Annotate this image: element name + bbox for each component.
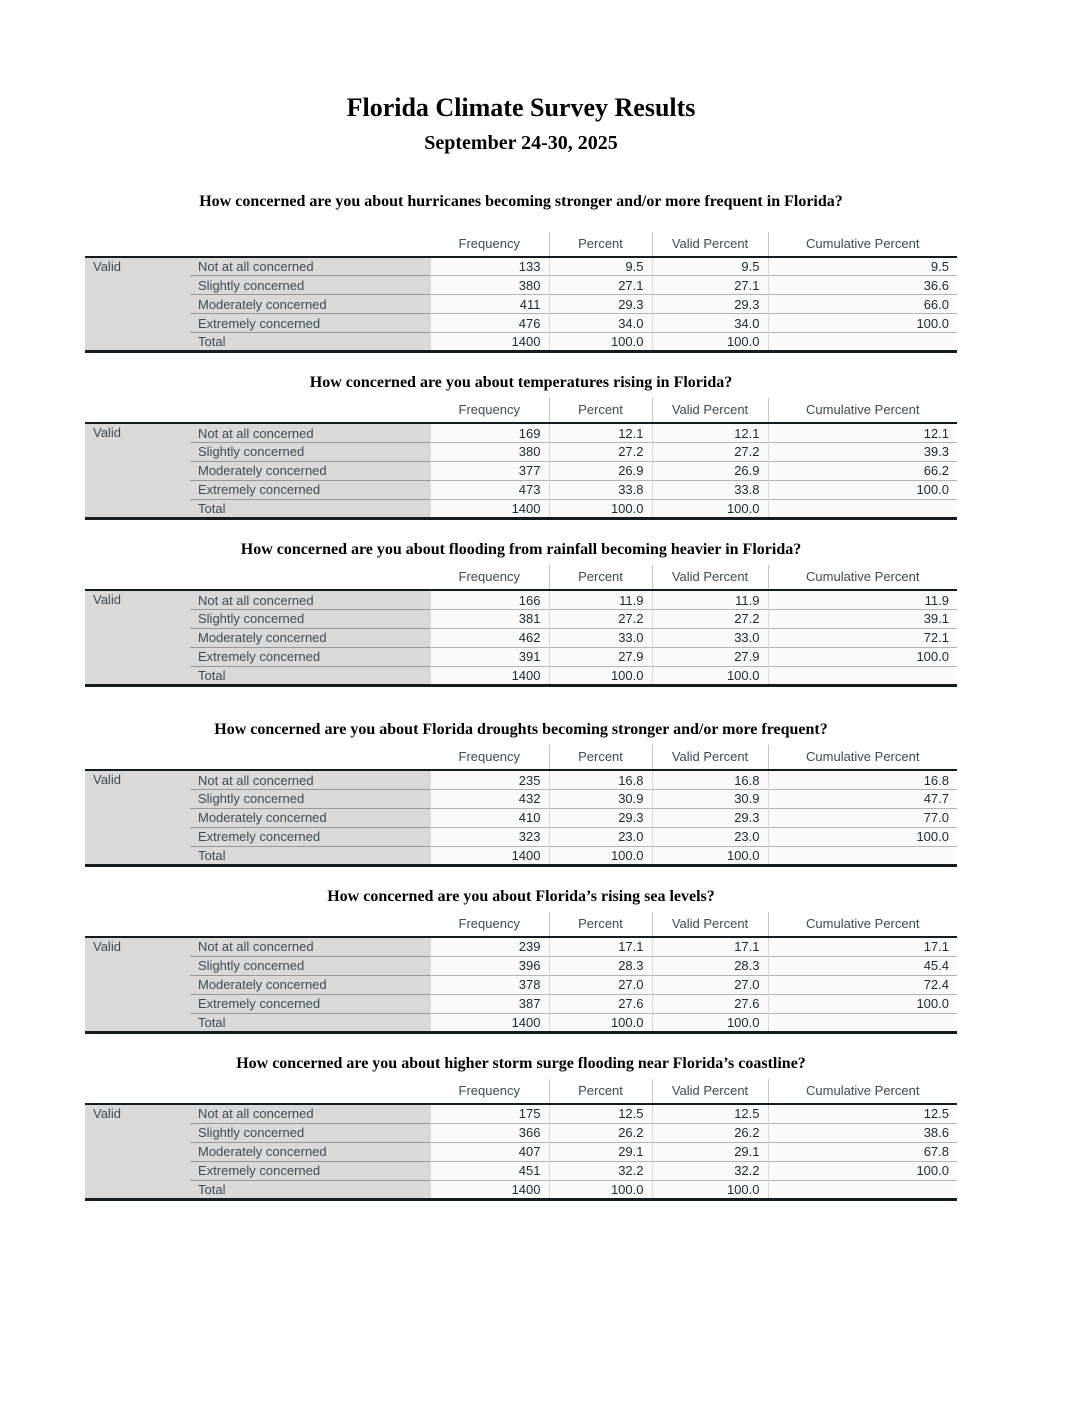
column-header: Frequency [430,565,549,590]
cumulative-percent-cell: 100.0 [768,314,957,333]
frequency-cell: 239 [430,937,549,956]
cumulative-percent-cell: 72.1 [768,628,957,647]
cumulative-percent-cell: 66.2 [768,461,957,480]
cumulative-percent-cell [768,1013,957,1032]
percent-cell: 29.1 [549,1142,652,1161]
cumulative-percent-cell: 100.0 [768,994,957,1013]
valid-percent-cell: 33.0 [652,628,768,647]
cumulative-percent-cell: 39.1 [768,609,957,628]
frequency-cell: 378 [430,975,549,994]
cumulative-percent-cell: 16.8 [768,770,957,789]
valid-percent-cell: 30.9 [652,789,768,808]
column-header: Percent [549,745,652,770]
percent-cell: 27.2 [549,442,652,461]
frequency-cell: 411 [430,295,549,314]
frequency-table [85,232,957,354]
column-header: Valid Percent [652,232,768,257]
percent-cell: 27.1 [549,276,652,295]
column-header: Cumulative Percent [768,398,957,423]
stub-corner-cell [85,912,430,937]
row-label-cell: Extremely concerned [190,1161,430,1180]
table-row [85,609,957,628]
percent-cell: 29.3 [549,808,652,827]
frequency-table [85,565,957,687]
column-header: Valid Percent [652,398,768,423]
valid-percent-cell: 9.5 [652,257,768,276]
row-label-cell: Total [190,1180,430,1199]
valid-percent-cell: 28.3 [652,956,768,975]
row-label-cell: Moderately concerned [190,808,430,827]
header-row [85,1079,957,1104]
valid-percent-cell: 26.2 [652,1123,768,1142]
table-row [85,442,957,461]
row-label-cell: Total [190,333,430,352]
table-row [85,480,957,499]
valid-percent-cell: 100.0 [652,333,768,352]
frequency-cell: 387 [430,994,549,1013]
row-label-cell: Slightly concerned [190,442,430,461]
row-label-cell: Moderately concerned [190,1142,430,1161]
table-row [85,499,957,518]
stub-corner-cell [85,1079,430,1104]
valid-percent-cell: 12.1 [652,423,768,442]
frequency-cell: 1400 [430,666,549,685]
table-row [85,827,957,846]
question-heading: How concerned are you about temperatures rising in Florida? [309,374,733,392]
percent-cell: 26.9 [549,461,652,480]
row-label-cell: Slightly concerned [190,1123,430,1142]
valid-percent-cell: 100.0 [652,846,768,865]
frequency-table [85,912,957,1034]
page-subtitle: September 24-30, 2025 [424,132,618,155]
cumulative-percent-cell: 36.6 [768,276,957,295]
table-row [85,937,957,956]
cumulative-percent-cell: 100.0 [768,1161,957,1180]
frequency-cell: 451 [430,1161,549,1180]
question-heading: How concerned are you about higher storm surge flooding near Florida’s coastline? [236,1054,806,1072]
percent-cell: 100.0 [549,846,652,865]
frequency-table [85,745,957,867]
valid-percent-cell: 34.0 [652,314,768,333]
percent-cell: 30.9 [549,789,652,808]
table-row [85,295,957,314]
row-label-cell: Extremely concerned [190,994,430,1013]
row-label-cell: Not at all concerned [190,257,430,276]
cumulative-percent-cell: 12.5 [768,1104,957,1123]
table-row [85,276,957,295]
row-label-cell: Not at all concerned [190,590,430,609]
percent-cell: 16.8 [549,770,652,789]
table-row [85,956,957,975]
valid-percent-cell: 27.2 [652,442,768,461]
frequency-cell: 410 [430,808,549,827]
valid-percent-cell: 11.9 [652,590,768,609]
question-heading: How concerned are you about hurricanes becoming stronger and/or more frequent in Florida? [199,193,843,211]
table-row [85,423,957,442]
stub-corner-cell [85,232,430,257]
percent-cell: 27.0 [549,975,652,994]
survey-section [85,193,957,353]
cumulative-percent-cell: 47.7 [768,789,957,808]
column-header: Percent [549,565,652,590]
frequency-cell: 380 [430,442,549,461]
cumulative-percent-cell: 100.0 [768,827,957,846]
percent-cell: 29.3 [549,295,652,314]
column-header: Percent [549,1079,652,1104]
row-label-cell: Slightly concerned [190,609,430,628]
cumulative-percent-cell [768,499,957,518]
page-title: Florida Climate Survey Results [346,93,696,122]
stub-corner-cell [85,398,430,423]
frequency-cell: 1400 [430,333,549,352]
percent-cell: 11.9 [549,590,652,609]
document-page [85,0,957,1201]
column-header: Frequency [430,398,549,423]
frequency-cell: 175 [430,1104,549,1123]
table-row [85,257,957,276]
frequency-cell: 366 [430,1123,549,1142]
row-label-cell: Extremely concerned [190,480,430,499]
row-label-cell: Slightly concerned [190,789,430,808]
frequency-cell: 1400 [430,1180,549,1199]
cumulative-percent-cell: 9.5 [768,257,957,276]
column-header: Percent [549,232,652,257]
column-header: Valid Percent [652,565,768,590]
row-label-cell: Total [190,666,430,685]
frequency-cell: 391 [430,647,549,666]
table-row [85,846,957,865]
table-row [85,1013,957,1032]
question-heading: How concerned are you about Florida’s rising sea levels? [327,887,715,905]
percent-cell: 100.0 [549,499,652,518]
row-label-cell: Total [190,1013,430,1032]
percent-cell: 23.0 [549,827,652,846]
table-row [85,1180,957,1199]
column-header: Frequency [430,1079,549,1104]
frequency-cell: 381 [430,609,549,628]
cumulative-percent-cell: 67.8 [768,1142,957,1161]
row-label-cell: Not at all concerned [190,1104,430,1123]
valid-percent-cell: 32.2 [652,1161,768,1180]
valid-percent-cell: 27.0 [652,975,768,994]
survey-section [85,374,957,520]
frequency-cell: 380 [430,276,549,295]
table-row [85,1142,957,1161]
valid-percent-cell: 100.0 [652,1013,768,1032]
valid-percent-cell: 29.3 [652,808,768,827]
cumulative-percent-cell: 66.0 [768,295,957,314]
table-row [85,647,957,666]
column-header: Frequency [430,912,549,937]
frequency-cell: 377 [430,461,549,480]
valid-stub-cell: Valid [85,1104,190,1199]
cumulative-percent-cell: 100.0 [768,647,957,666]
cumulative-percent-cell: 100.0 [768,480,957,499]
valid-percent-cell: 33.8 [652,480,768,499]
table-row [85,333,957,352]
table-row [85,461,957,480]
frequency-cell: 235 [430,770,549,789]
row-label-cell: Moderately concerned [190,628,430,647]
header-row [85,912,957,937]
frequency-cell: 462 [430,628,549,647]
frequency-cell: 1400 [430,499,549,518]
cumulative-percent-cell: 77.0 [768,808,957,827]
percent-cell: 34.0 [549,314,652,333]
frequency-cell: 1400 [430,1013,549,1032]
percent-cell: 100.0 [549,333,652,352]
frequency-cell: 476 [430,314,549,333]
cumulative-percent-cell: 38.6 [768,1123,957,1142]
percent-cell: 12.1 [549,423,652,442]
percent-cell: 100.0 [549,666,652,685]
survey-section [85,541,957,687]
percent-cell: 27.2 [549,609,652,628]
column-header: Percent [549,398,652,423]
table-row [85,1123,957,1142]
percent-cell: 33.8 [549,480,652,499]
percent-cell: 26.2 [549,1123,652,1142]
table-row [85,808,957,827]
percent-cell: 100.0 [549,1013,652,1032]
cumulative-percent-cell: 11.9 [768,590,957,609]
percent-cell: 27.6 [549,994,652,1013]
header-row [85,232,957,257]
column-header: Cumulative Percent [768,232,957,257]
percent-cell: 12.5 [549,1104,652,1123]
row-label-cell: Moderately concerned [190,975,430,994]
table-row [85,666,957,685]
survey-tables-container [85,193,957,1200]
row-label-cell: Moderately concerned [190,295,430,314]
row-label-cell: Total [190,846,430,865]
question-heading: How concerned are you about flooding from rainfall becoming heavier in Florida? [240,540,802,558]
question-heading: How concerned are you about Florida droughts becoming stronger and/or more frequent? [214,720,828,738]
row-label-cell: Slightly concerned [190,276,430,295]
valid-stub-cell: Valid [85,423,190,518]
percent-cell: 28.3 [549,956,652,975]
column-header: Cumulative Percent [768,912,957,937]
row-label-cell: Slightly concerned [190,956,430,975]
cumulative-percent-cell [768,333,957,352]
frequency-cell: 473 [430,480,549,499]
survey-section [85,1055,957,1201]
cumulative-percent-cell: 45.4 [768,956,957,975]
column-header: Percent [549,912,652,937]
table-row [85,975,957,994]
column-header: Cumulative Percent [768,1079,957,1104]
cumulative-percent-cell: 39.3 [768,442,957,461]
frequency-cell: 133 [430,257,549,276]
cumulative-percent-cell: 72.4 [768,975,957,994]
frequency-cell: 1400 [430,846,549,865]
frequency-cell: 323 [430,827,549,846]
valid-percent-cell: 26.9 [652,461,768,480]
frequency-cell: 396 [430,956,549,975]
row-label-cell: Not at all concerned [190,937,430,956]
percent-cell: 9.5 [549,257,652,276]
valid-stub-cell: Valid [85,937,190,1032]
percent-cell: 32.2 [549,1161,652,1180]
frequency-table [85,1079,957,1201]
valid-stub-cell: Valid [85,770,190,865]
valid-percent-cell: 100.0 [652,499,768,518]
column-header: Valid Percent [652,745,768,770]
table-row [85,1104,957,1123]
column-header: Frequency [430,232,549,257]
document-header [85,92,957,155]
column-header: Frequency [430,745,549,770]
table-row [85,628,957,647]
row-label-cell: Extremely concerned [190,647,430,666]
valid-stub-cell: Valid [85,590,190,685]
column-header: Cumulative Percent [768,565,957,590]
table-row [85,1161,957,1180]
cumulative-percent-cell: 12.1 [768,423,957,442]
frequency-cell: 166 [430,590,549,609]
frequency-table [85,398,957,520]
cumulative-percent-cell [768,1180,957,1199]
column-header: Valid Percent [652,1079,768,1104]
column-header: Valid Percent [652,912,768,937]
valid-percent-cell: 27.2 [652,609,768,628]
row-label-cell: Not at all concerned [190,423,430,442]
row-label-cell: Not at all concerned [190,770,430,789]
valid-percent-cell: 16.8 [652,770,768,789]
valid-percent-cell: 100.0 [652,1180,768,1199]
percent-cell: 33.0 [549,628,652,647]
valid-percent-cell: 23.0 [652,827,768,846]
valid-percent-cell: 27.1 [652,276,768,295]
row-label-cell: Extremely concerned [190,827,430,846]
cumulative-percent-cell [768,666,957,685]
header-row [85,745,957,770]
header-row [85,565,957,590]
row-label-cell: Moderately concerned [190,461,430,480]
frequency-cell: 432 [430,789,549,808]
column-header: Cumulative Percent [768,745,957,770]
percent-cell: 27.9 [549,647,652,666]
percent-cell: 100.0 [549,1180,652,1199]
valid-percent-cell: 100.0 [652,666,768,685]
valid-percent-cell: 17.1 [652,937,768,956]
table-row [85,770,957,789]
stub-corner-cell [85,565,430,590]
survey-section [85,888,957,1034]
valid-percent-cell: 29.1 [652,1142,768,1161]
frequency-cell: 407 [430,1142,549,1161]
valid-percent-cell: 12.5 [652,1104,768,1123]
row-label-cell: Total [190,499,430,518]
percent-cell: 17.1 [549,937,652,956]
table-row [85,314,957,333]
valid-percent-cell: 27.9 [652,647,768,666]
cumulative-percent-cell: 17.1 [768,937,957,956]
table-row [85,590,957,609]
cumulative-percent-cell [768,846,957,865]
valid-stub-cell: Valid [85,257,190,352]
table-row [85,994,957,1013]
survey-section [85,721,957,867]
stub-corner-cell [85,745,430,770]
header-row [85,398,957,423]
row-label-cell: Extremely concerned [190,314,430,333]
table-row [85,789,957,808]
valid-percent-cell: 29.3 [652,295,768,314]
frequency-cell: 169 [430,423,549,442]
valid-percent-cell: 27.6 [652,994,768,1013]
